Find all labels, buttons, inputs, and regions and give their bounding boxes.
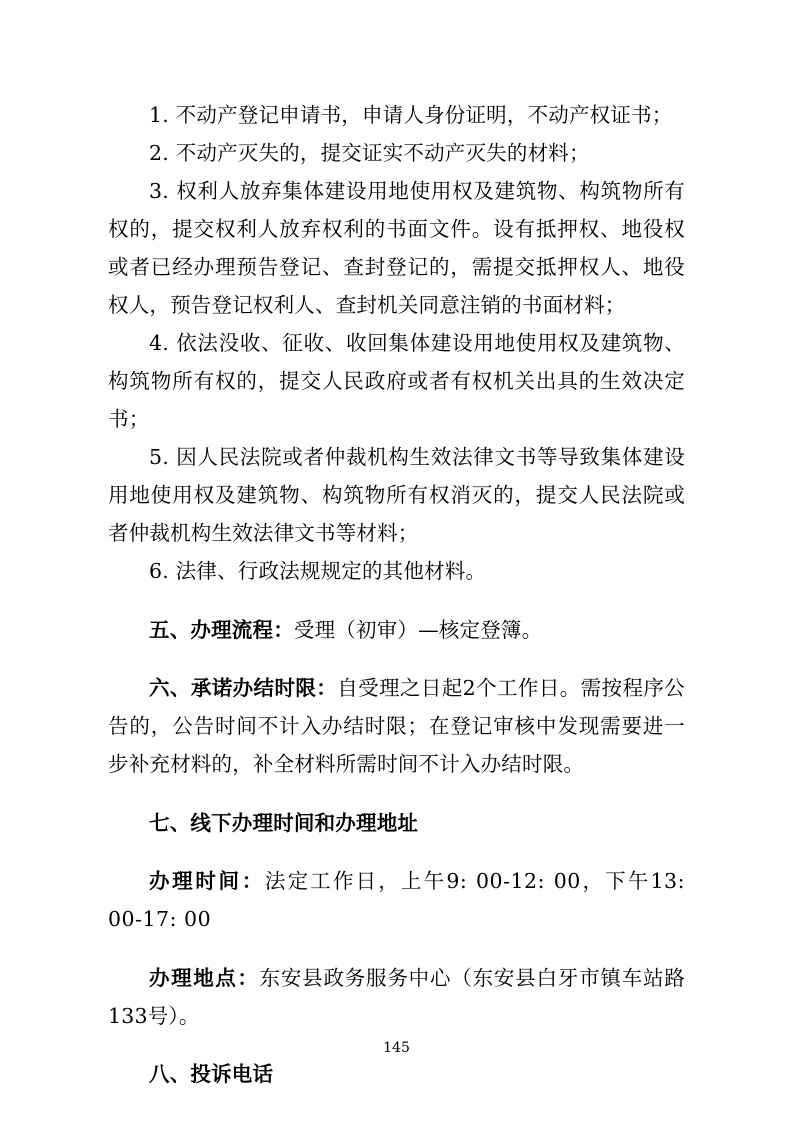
- section-six: [108, 669, 685, 783]
- section-six-label: 六、承诺办结时限：: [149, 676, 338, 700]
- office-hours-text: 法定工作日，上午9: 00-12: 00，下午13: 00-17: 00: [108, 869, 685, 931]
- office-hours-label: 办理时间：: [149, 869, 265, 893]
- section-eight-heading: 八、投诉电话: [149, 1062, 274, 1086]
- section-five-text: 受理（初审）—核定登簿。: [293, 617, 543, 642]
- list-item: 1. 不动产登记申请书，申请人身份证明，不动产权证书；: [149, 103, 673, 127]
- list-item: 6. 法律、行政法规规定的其他材料。: [149, 559, 487, 583]
- section-seven-heading: 七、线下办理时间和办理地址: [149, 810, 419, 835]
- office-hours: [108, 862, 685, 938]
- list-item: 5. 因人民法院或者仲裁机构生效法律文书等导致集体建设用地使用权及建筑物、构筑物所有权消灭的，提交人民法院或者仲裁机构生效法律文书等材料；: [108, 445, 685, 545]
- page-number: 145: [383, 1040, 410, 1056]
- list-item: 2. 不动产灭失的，提交证实不动产灭失的材料；: [149, 141, 590, 165]
- list-item: 3. 权利人放弃集体建设用地使用权及建筑物、构筑物所有权的，提交权利人放弃权利的书面文件。设有抵押权、地役权或者已经办理预告登记、查封登记的，需提交抵押权人、地役权人，预告登记权利人、查封机关同意注销的书面材料；: [108, 179, 685, 317]
- document-body: [108, 96, 685, 1093]
- office-address: [108, 959, 685, 1035]
- section-five-label: 五、办理流程：: [149, 617, 294, 642]
- office-address-text: 东安县政务服务中心（东安县白牙市镇车站路133号）。: [108, 965, 686, 1028]
- section-six-text: 自受理之日起2个工作日。需按程序公告的，公告时间不计入办结时限；在登记审核中发现需要进一步补充材料的，补全材料所需时间不计入办结时限。: [108, 676, 685, 776]
- section-five: [108, 611, 685, 649]
- list-item: 4. 依法没收、征收、收回集体建设用地使用权及建筑物、构筑物所有权的，提交人民政府或者有权机关出具的生效决定书；: [108, 331, 685, 431]
- office-address-label: 办理地点：: [149, 965, 260, 990]
